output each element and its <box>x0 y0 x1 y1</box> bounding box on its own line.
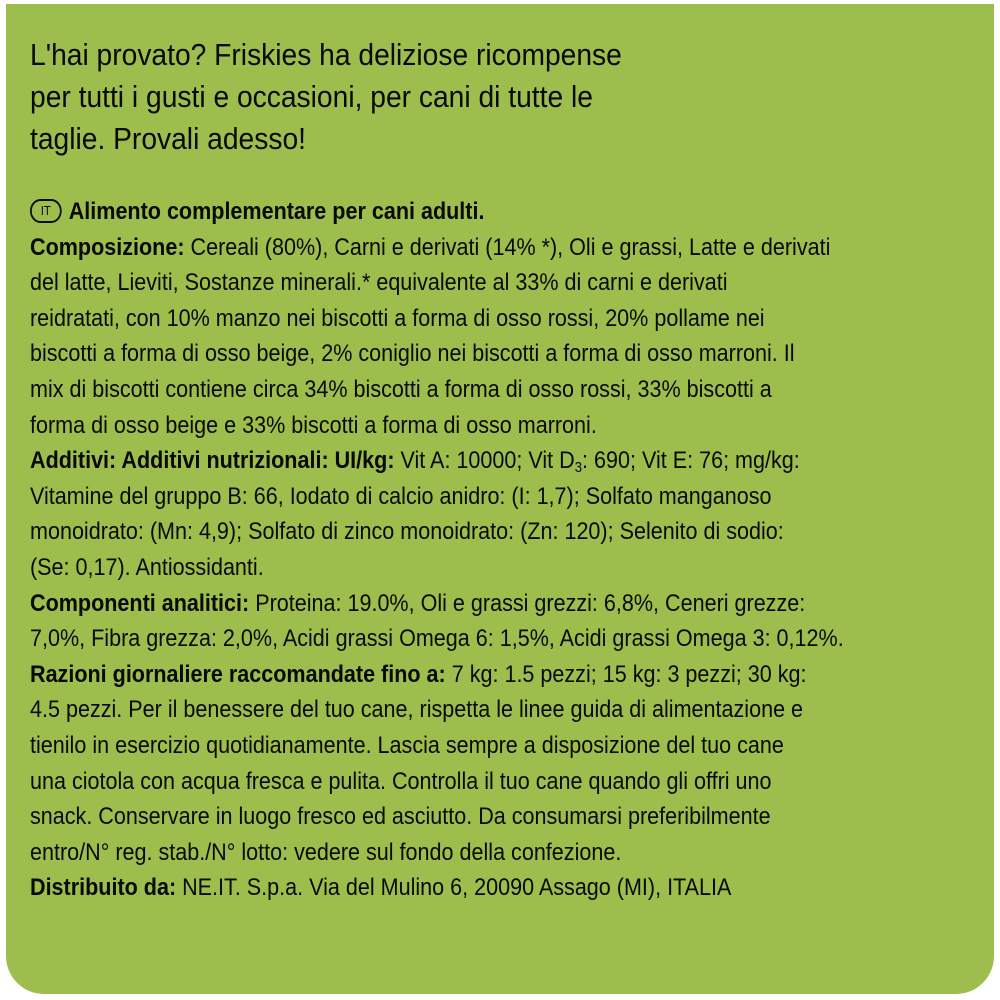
headline <box>30 34 758 160</box>
composition-text: Cereali (80%), Carni e derivati (14% *), Oli e grassi, Latte e derivati <box>184 233 831 261</box>
additives-text: : 690; Vit E: 76; mg/kg: <box>582 447 800 475</box>
additives-text: (Se: 0,17). Antiossidanti. <box>30 553 264 581</box>
analytical-text: 7,0%, Fibra grezza: 2,0%, Acidi grassi Omega 6: 1,5%, Acidi grassi Omega 3: 0,12%. <box>30 625 844 653</box>
rations-text: entro/N° reg. stab./N° lotto: vedere sul fondo della confezione. <box>30 838 622 866</box>
language-badge-icon: IT <box>30 199 62 223</box>
rations-label: Razioni giornaliere raccomandate fino a: <box>30 660 446 688</box>
product-label-panel <box>6 4 994 994</box>
rations-section <box>30 657 963 871</box>
additives-text: monoidrato: (Mn: 4,9); Solfato di zinco monoidrato: (Zn: 120); Selenito di sodio: <box>30 518 784 546</box>
additives-section <box>30 443 963 585</box>
headline-line: taglie. Provali adesso! <box>30 121 306 156</box>
analytical-section <box>30 586 963 657</box>
rations-text: una ciotola con acqua fresca e pulita. Controlla il tuo cane quando gli offri uno <box>30 767 772 795</box>
composition-section <box>30 230 963 444</box>
additives-text: Vit A: 10000; Vit D <box>394 447 575 475</box>
rations-text: 4.5 pezzi. Per il benessere del tuo cane, rispetta le linee guida di alimentazione e <box>30 696 804 724</box>
distributor-text: NE.IT. S.p.a. Via del Mulino 6, 20090 Assago (MI), ITALIA <box>176 874 732 902</box>
additives-text: Vitamine del gruppo B: 66, Iodato di calcio anidro: (I: 1,7); Solfato manganoso <box>30 482 772 510</box>
analytical-text: Proteina: 19.0%, Oli e grassi grezzi: 6,8%, Ceneri grezze: <box>249 589 806 617</box>
composition-text: del latte, Lieviti, Sostanze minerali.* equivalente al 33% di carni e derivati <box>30 269 728 297</box>
product-type-line <box>30 194 963 230</box>
headline-line: L'hai provato? Friskies ha deliziose ricompense <box>30 37 622 72</box>
distributor-label: Distribuito da: <box>30 874 177 902</box>
composition-text: forma di osso beige e 33% biscotti a forma di osso marroni. <box>30 411 597 439</box>
product-type: Alimento complementare per cani adulti. <box>68 198 485 225</box>
vitamin-d-subscript: 3 <box>574 459 583 477</box>
additives-label: Additivi: Additivi nutrizionali: UI/kg: <box>30 447 395 475</box>
rations-text: 7 kg: 1.5 pezzi; 15 kg: 3 pezzi; 30 kg: <box>445 660 807 688</box>
composition-label: Composizione: <box>30 233 185 261</box>
composition-text: biscotti a forma di osso beige, 2% coniglio nei biscotti a forma di osso marroni. Il <box>30 340 795 368</box>
rations-text: snack. Conservare in luogo fresco ed asciutto. Da consumarsi preferibilmente <box>30 803 771 831</box>
composition-text: reidratati, con 10% manzo nei biscotti a forma di osso rossi, 20% pollame nei <box>30 304 765 332</box>
composition-text: mix di biscotti contiene circa 34% biscotti a forma di osso rossi, 33% biscotti a <box>30 375 772 403</box>
distributor-section <box>30 870 963 906</box>
headline-line: per tutti i gusti e occasioni, per cani di tutte le <box>30 79 593 114</box>
label-body <box>30 194 963 906</box>
rations-text: tienilo in esercizio quotidianamente. Lascia sempre a disposizione del tuo cane <box>30 731 784 759</box>
analytical-label: Componenti analitici: <box>30 589 250 617</box>
